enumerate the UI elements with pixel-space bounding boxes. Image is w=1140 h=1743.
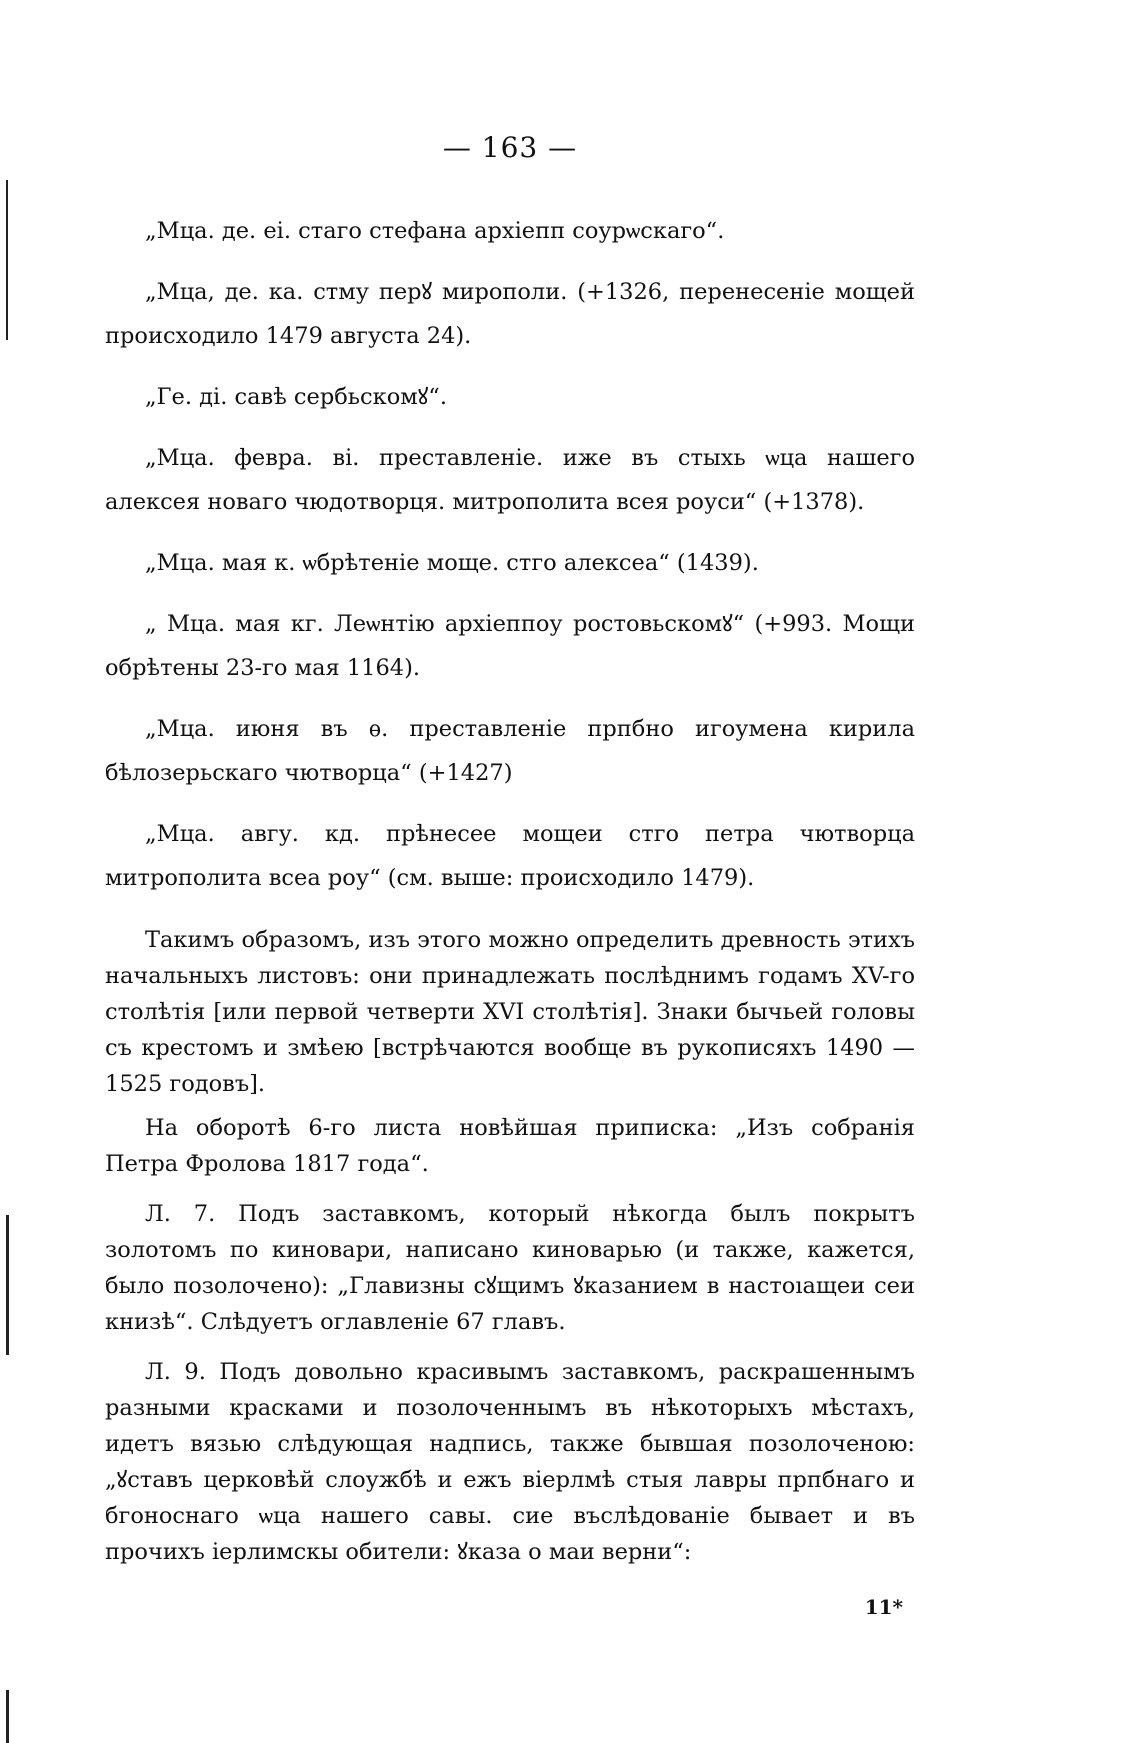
- paragraph-leaf-7: Л. 7. Подъ заставкомъ, который нѣкогда былъ покрытъ золотомъ по киновари, написано киноварью (и также, кажется, было позолочено): „Главизны сꙋщимъ ꙋказанием в настоıащеи сеи книзѣ“. Слѣдуетъ оглавленіе 67 главъ.: [105, 1201, 915, 1335]
- citation-3: „Ге. ді. савѣ сербьскомꙋ“.: [145, 384, 447, 410]
- paragraph-dating: Такимъ образомъ, изъ этого можно определить древность этихъ начальныхъ листовъ: они принадлежать послѣднимъ годамъ XV-го столѣтія [или первой четверти XVI столѣтія]. Знаки бычьей головы съ крестомъ и змѣею [встрѣчаются вообще въ рукописяхъ 1490 — 1525 годовъ].: [105, 927, 915, 1097]
- signature-mark: 11*: [864, 1595, 903, 1619]
- book-page: [105, 130, 915, 1625]
- citation-7: „Мца. июня въ ѳ. преставленіе прпбно игоумена кирила бѣлозерьскаго чютворца“ (+1427): [105, 716, 915, 786]
- page-number: — 163 —: [442, 131, 578, 164]
- paragraph-note: На оборотѣ 6-го листа новѣйшая приписка: „Изъ собранія Петра Фролова 1817 года“.: [105, 1115, 915, 1177]
- margin-mark: [6, 1690, 9, 1743]
- citation-5: „Мца. мая к. ѡбрѣтеніе моще. стго алексеа“ (1439).: [145, 550, 759, 576]
- citation-2: „Мца, де. ка. стму перꙋ мирополи. (+1326, перенесеніе мощей происходило 1479 августа 24).: [105, 279, 915, 349]
- citation-1: „Мца. де. еі. стаго стефана архіепп соурѡскаго“.: [145, 218, 725, 244]
- citation-8: „Мца. авгу. кд. прѣнесее мощеи стго петра чютворца митрополита всеа роу“ (см. выше: происходило 1479).: [105, 821, 915, 891]
- margin-mark: [6, 1215, 9, 1355]
- citation-4: „Мца. февра. ві. преставленіе. иже въ стыхь ѡца нашего алексея новаго чюдотворця. митрополита всея роуси“ (+1378).: [105, 445, 915, 515]
- margin-mark: [6, 180, 8, 340]
- paragraph-leaf-9: Л. 9. Подъ довольно красивымъ заставкомъ, раскрашеннымъ разными красками и позолоченнымъ въ нѣкоторыхъ мѣстахъ, идетъ вязью слѣдующая надпись, также бывшая позолоченою: „ꙋставъ церковѣй слоужбѣ и ежъ віерлмѣ стыя лавры прпбнаго и бгоноснаго ѡца нашего савы. сие въслѣдованіе бывает и въ прочихъ іерлимскы обители: ꙋказа о маи верни“:: [105, 1359, 915, 1565]
- citation-6: „ Мца. мая кг. Леѡнтію архіеппоу ростовьскомꙋ“ (+993. Мощи обрѣтены 23-го мая 1164).: [105, 611, 915, 681]
